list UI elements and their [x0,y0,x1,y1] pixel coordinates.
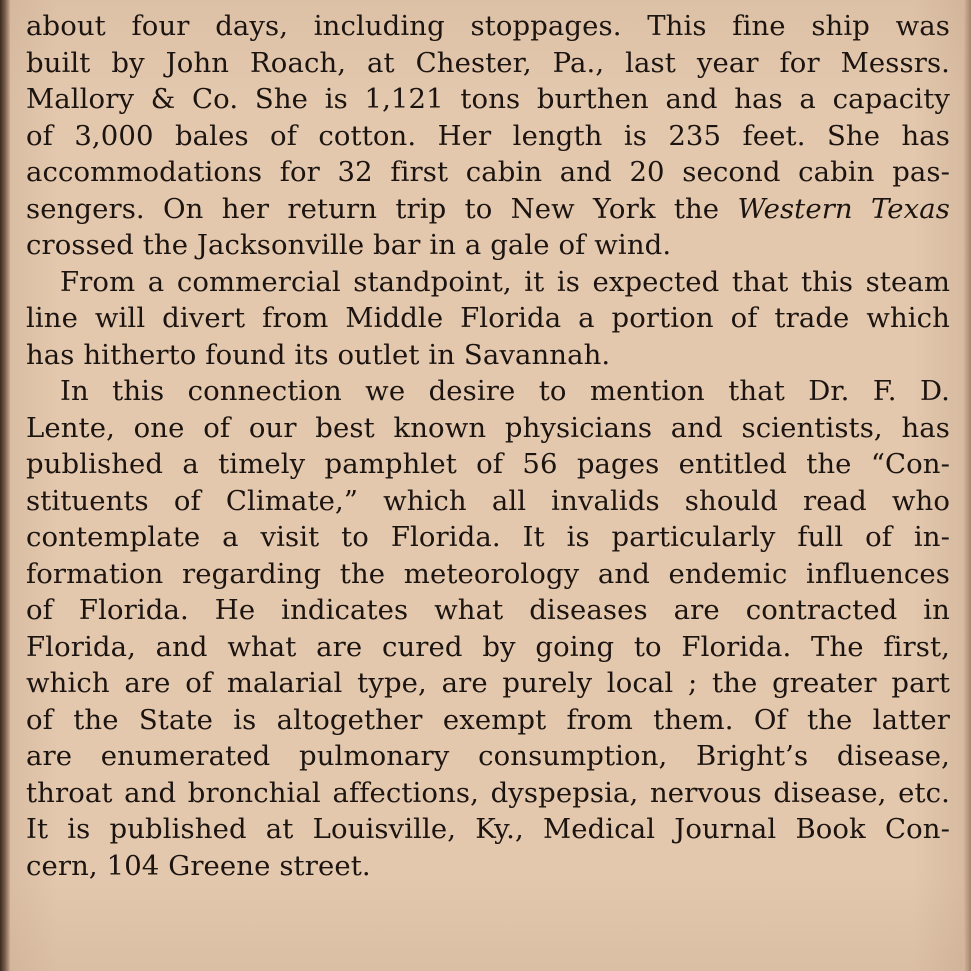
text-line: throat and bronchial affections, dyspepsia, nervous disease, etc. [26,776,950,809]
text-line: Lente, one of our best known physicians and scientists, has [26,411,950,444]
text-line: It is published at Louisville, Ky., Medical Journal Book Con- [26,813,950,845]
text-line: In this connection we desire to mention that Dr. F. D. [60,375,950,407]
text-line: From a commercial standpoint, it is expected that this steam [60,265,950,298]
text-line: about four days, including stoppages. This fine ship was [26,10,950,42]
clipping-left-edge [0,0,10,971]
clipping-right-edge [963,0,971,971]
text-line: stituents of Climate,” which all invalids should read who [26,484,950,517]
text-line: crossed the Jacksonville bar in a gale of wind. [26,229,672,261]
text-line-with-ship-name [26,191,950,228]
ship-name: Western Texas [737,192,950,225]
text-line: line will divert from Middle Florida a portion of trade which [26,302,950,334]
text-line: published a timely pamphlet of 56 pages entitled the “Con- [26,448,950,480]
text-line: of Florida. He indicates what diseases are contracted in [26,594,950,626]
text-line: which are of malarial type, are purely local ; the greater part [26,667,950,699]
article-text [26,8,950,884]
paragraph-ship [26,8,950,264]
text-line: of the State is altogether exempt from them. Of the latter [26,703,950,736]
text-line: has hitherto found its outlet in Savannah. [26,338,611,371]
text-line: Florida, and what are cured by going to Florida. The first, [26,630,950,663]
text-segment: sengers. On her return trip to New York the [26,192,720,225]
text-line: are enumerated pulmonary consumption, Bright’s disease, [26,740,950,772]
text-line: accommodations for 32 first cabin and 20 second cabin pas- [26,156,950,188]
paragraph-commerce [26,264,950,374]
text-line: Mallory & Co. She is 1,121 tons burthen and has a capacity [26,83,950,115]
text-line: of 3,000 bales of cotton. Her length is 235 feet. She has [26,119,950,152]
text-line: formation regarding the meteorology and endemic influences [26,557,950,590]
paragraph-pamphlet [26,373,950,884]
text-line: built by John Roach, at Chester, Pa., last year for Messrs. [26,46,950,79]
text-line: contemplate a visit to Florida. It is particularly full of in- [26,521,950,553]
text-line: cern, 104 Greene street. [26,849,371,882]
